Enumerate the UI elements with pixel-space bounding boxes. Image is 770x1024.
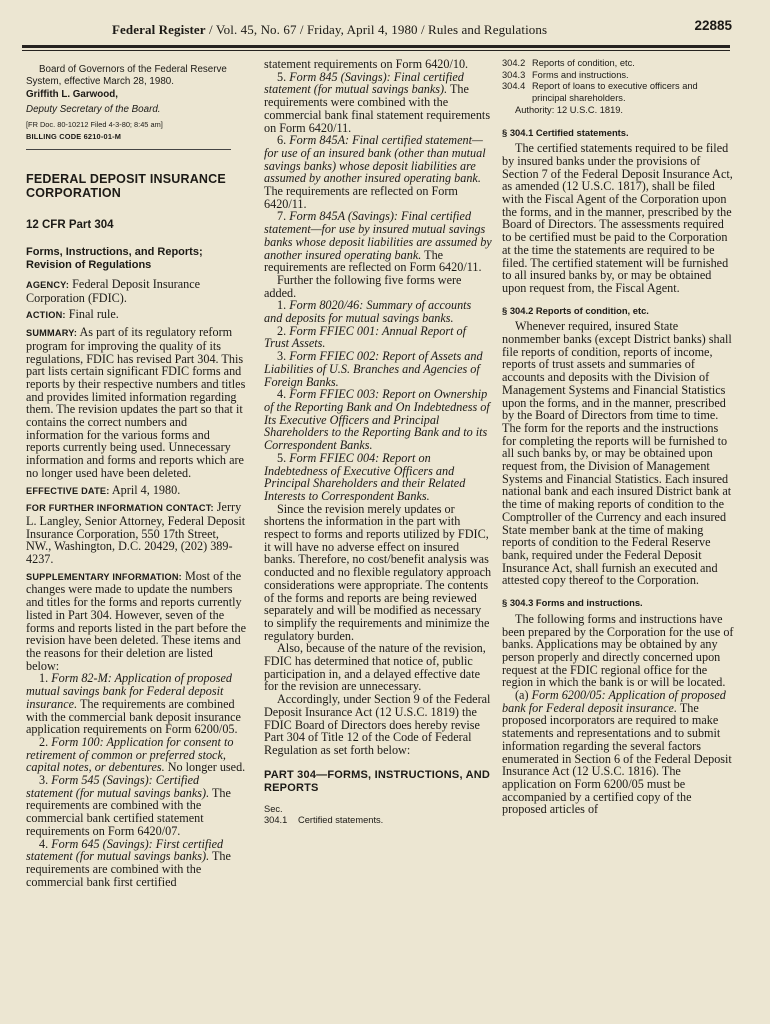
header-rule-thin (22, 50, 730, 51)
item-title: Form 845A: Final certified statement—for use of an insured bank (other than mutual savings banks) whose deposit liabilities are assumed by another insured operating bank. (264, 133, 486, 186)
effective-date-label: EFFECTIVE DATE: (26, 485, 110, 496)
supplementary-section (26, 570, 246, 673)
item-number: 7. (277, 209, 287, 224)
item-text: The proposed incorporators are required to make statements and representations and to submit information regarding the several factors enumerated in Section 6 of the Federal Deposit Insurance Act (12 U.S.C. 1816). The application on Form 6200/05 must be accompanied by a certified copy of the proposed articles of (502, 700, 732, 817)
toc-number: 304.1 (264, 815, 288, 826)
toc-text: Report of loans to executive officers and principal shareholders. (532, 81, 698, 103)
item-number: 4. (277, 387, 287, 402)
fr-doc-line: [FR Doc. 80-10212 Filed 4-3-80; 8:45 am] (26, 119, 163, 129)
section-304-2-heading: § 304.2 Reports of condition, etc. (502, 304, 649, 316)
section-304-2-text: Whenever required, insured State nonmember banks (except District banks) shall file reports of condition, reports of income, reports of trust assets and summaries of accounts and deposits with the Division of Management Systems and Financial Statistics upon the forms, and in the manner, prescribed by the Board of Directors from time to time. The form for the reports and the instructions for completing the reports will be furnished to all such banks by, or may be obtained upon request from, the Division of Management Systems and Financial Statistics. Each insured national bank and each insured District bank at the time of making reports of condition to the Comptroller of the Currency and each insured State member bank at the time of making reports of condition to the Federal Reserve bank, required under the Federal Deposit Insurance Act, shall furnish an executed and attested copy thereof to the Corporation. (502, 319, 732, 588)
paragraph-no-adverse-effect: Since the revision merely updates or shortens the information in the part with respect to forms and reports utilized by FDIC, it will have no adverse effect on insured banks. Therefore, no cost/benefit analysis was conducted and no flexible regulatory approach considerations were appropriate. The contents of the forms and reports are being reviewed separately and will be modified as necessary to simplify the requirements and minimize the regulatory burden. (264, 501, 492, 643)
deleted-item-2 (26, 736, 246, 774)
effective-date-text: April 4, 1980. (111, 482, 181, 497)
action-label: ACTION: (26, 310, 66, 321)
toc-text: Reports of condition, etc. (532, 58, 635, 68)
item-number: 1. (277, 298, 287, 313)
header-rule (22, 45, 730, 48)
effective-date-section (26, 484, 246, 498)
supplementary-label: SUPPLEMENTARY INFORMATION: (26, 571, 182, 582)
contact-text: Jerry L. Langley, Senior Attorney, Federal Deposit Insurance Corporation, 550 17th Street, NW., Washington, D.C. 20429, (202) 389-4237. (26, 500, 246, 567)
toc-sec-label: Sec. (264, 803, 283, 814)
item-text: The requirements are combined with the commercial bank first certified (26, 849, 231, 889)
item-text: No longer used. (167, 760, 246, 775)
authority-line: Authority: 12 U.S.C. 1819. (515, 105, 624, 115)
agency-name: FEDERAL DEPOSIT INSURANCE CORPORATION (26, 172, 226, 201)
action-section (26, 308, 246, 322)
frb-signer-title: Deputy Secretary of the Board. (26, 103, 161, 115)
toc-text: Certified statements. (298, 815, 384, 826)
item-title: Form 8020/46: Summary of accounts and deposits for mutual savings banks. (264, 298, 472, 326)
column-2 (264, 58, 492, 827)
item-text: The requirements are combined with the commercial bank certified statement requirements on Form 6420/07. (26, 785, 231, 838)
item-title: Form FFIEC 002: Report of Assets and Liabilities of U.S. Branches and Agencies of Foreign Banks. (264, 349, 483, 389)
item-number: 5. (277, 69, 287, 84)
section-304-1-heading: § 304.1 Certified statements. (502, 126, 629, 138)
item-number: 5. (277, 450, 287, 465)
frb-signer: Griffith L. Garwood, (26, 88, 118, 100)
deleted-item-4 (26, 838, 246, 889)
column-3 (502, 58, 734, 816)
page-number: 22885 (694, 18, 732, 33)
item-text: The requirements are combined with the commercial bank deposit insurance application requirements on Form 6200/05. (26, 696, 241, 737)
item-title: Form 545 (Savings): Certified statement (for mutual savings banks). (26, 773, 210, 800)
item-number: 3. (39, 773, 49, 788)
added-item-1 (264, 299, 492, 324)
item-title: Form FFIEC 004: Report on Indebtedness of Executive Officers and Principal Shareholders and their Related Interests to Correspondent Banks. (264, 450, 466, 503)
page-header (20, 16, 732, 46)
paragraph-no-notice: Also, because of the nature of the revision, FDIC has determined that notice of, public participation in, and a delayed effective date for the revision are unnecessary. (264, 641, 486, 694)
toc-entry-304-2 (502, 58, 734, 70)
added-forms-intro: Further the following five forms were added. (264, 272, 462, 300)
item-number: 6. (277, 133, 287, 148)
deleted-item-7 (264, 210, 492, 274)
added-item-3 (264, 350, 492, 388)
separator (26, 149, 231, 150)
item-number: (a) (515, 688, 529, 703)
toc-number: 304.4 (502, 81, 526, 91)
item-text: The requirements were combined with the commercial bank final statement requirements on Form 6420/11. (264, 82, 491, 135)
toc-text: Forms and instructions. (532, 69, 629, 80)
supplementary-text: Most of the changes were made to update the numbers and titles for the forms and reports currently listed in Part 304. However, seven of the forms and reports listed in the part before the revision have been deleted. These items and the reasons for their deletion are listed below: (26, 568, 246, 673)
deleted-item-1 (26, 672, 246, 736)
toc-entry-304-1 (264, 815, 492, 827)
item-number: 4. (39, 836, 49, 851)
action-text: Final rule. (68, 307, 119, 322)
agency-label: AGENCY: (26, 280, 70, 290)
continued-text: statement requirements on Form 6420/10. (264, 57, 469, 71)
added-item-2 (264, 325, 492, 350)
toc-entry-304-4 (502, 81, 734, 104)
item-number: 2. (277, 323, 287, 338)
item-text: The requirements are reflected on Form 6420/11. (264, 247, 482, 275)
paragraph-accordingly: Accordingly, under Section 9 of the Federal Deposit Insurance Act (12 U.S.C. 1819) the FDIC Board of Directors does hereby revise Part 304 of Title 12 of the Code of Federal Regulation as set forth below: (264, 692, 491, 757)
item-title: Form 100: Application for consent to retirement of common or preferred stock, capital notes, or debentures. (26, 734, 234, 775)
toc-number: 304.2 (502, 58, 526, 68)
item-title: Form 845A (Savings): Final certified statement—for use by insured mutual savings banks whose deposit liabilities are assumed by another insured operating bank. (264, 209, 492, 262)
item-number: 1. (39, 671, 49, 686)
section-304-3-text: The following forms and instructions have been prepared by the Corporation for the use of banks. Applications may be obtained by any person properly and directly concerned upon request at the FDIC regional office for the region in which the bank is or will be located. (502, 611, 734, 690)
deleted-item-3 (26, 774, 246, 838)
frb-closing-text: Board of Governors of the Federal Reserve System, effective March 28, 1980. (26, 64, 227, 88)
summary-label: SUMMARY: (26, 328, 78, 339)
contact-section (26, 501, 246, 566)
publication-name: Federal Register (112, 22, 206, 37)
toc-number: 304.3 (502, 69, 526, 80)
item-title: Form 645 (Savings): First certified statement (for mutual savings banks). (26, 836, 224, 864)
running-head: Federal Register / Vol. 45, No. 67 / Friday, April 4, 1980 / Rules and Regulations (112, 22, 548, 37)
item-title: Form FFIEC 001: Annual Report of Trust Assets. (264, 323, 467, 351)
contact-label: FOR FURTHER INFORMATION CONTACT: (26, 503, 214, 514)
item-title: Form FFIEC 003: Report on Ownership of the Reporting Bank and On Indebtedness of Its Executive Officers and Principal Shareholders to the Reporting Bank and to its Correspondent Banks. (264, 387, 490, 453)
summary-section (26, 326, 246, 479)
section-304-1-text: The certified statements required to be filed by insured banks under the provisions of Section 7 of the Federal Deposit Insurance Act, as amended (12 U.S.C. 1817), shall be filed with the Fiscal Agent of the Corporation upon the forms, and in the manner, prescribed by the Board of Directors. The assessments required to be certified must be paid to the Corporation at the time the statements are required to be filed. The certified statement will be furnished to all insured banks by, or may be obtained upon request from, the Fiscal Agent. (502, 141, 733, 295)
added-item-4 (264, 388, 492, 452)
part-heading: PART 304—FORMS, INSTRUCTIONS, AND REPORTS (264, 768, 491, 794)
agency-section (26, 278, 246, 304)
toc-entry-304-3 (502, 70, 734, 82)
item-number: 2. (39, 734, 49, 749)
item-title: Form 845 (Savings): Final certified statement (for mutual savings banks). (264, 69, 464, 97)
section-304-3-a (502, 689, 734, 816)
item-title: Form 6200/05: Application of proposed bank for Federal deposit insurance. (502, 688, 726, 715)
summary-text: As part of its regulatory reform program for improving the quality of its regulations, FDIC has revised Part 304. This part lists certain significant FDIC forms and reports by their respective numbers and titles and provides limited information regarding them. The revision updates the part so that it contains the correct numbers and information for the various forms and reports currently being used. Unnecessary information and forms and reports which are no longer used have been deleted. (26, 325, 246, 480)
item-title: Form 82-M: Application of proposed mutual savings bank for Federal deposit insurance. (26, 671, 232, 711)
item-number: 3. (277, 349, 287, 364)
document-title: Forms, Instructions, and Reports; Revision of Regulations (26, 246, 203, 271)
added-item-5 (264, 452, 492, 503)
deleted-item-5 (264, 71, 492, 135)
deleted-item-6 (264, 134, 492, 210)
column-1 (26, 58, 246, 888)
cfr-citation: 12 CFR Part 304 (26, 219, 114, 232)
issue-info: Vol. 45, No. 67 / Friday, April 4, 1980 / Rules and Regulations (215, 22, 548, 37)
agency-text: Federal Deposit Insurance Corporation (FDIC). (26, 277, 201, 305)
billing-code: BILLING CODE 6210-01-M (26, 131, 122, 141)
section-304-3-heading: § 304.3 Forms and instructions. (502, 597, 643, 609)
item-text: The requirements are reflected on Form 6420/11. (264, 184, 458, 211)
